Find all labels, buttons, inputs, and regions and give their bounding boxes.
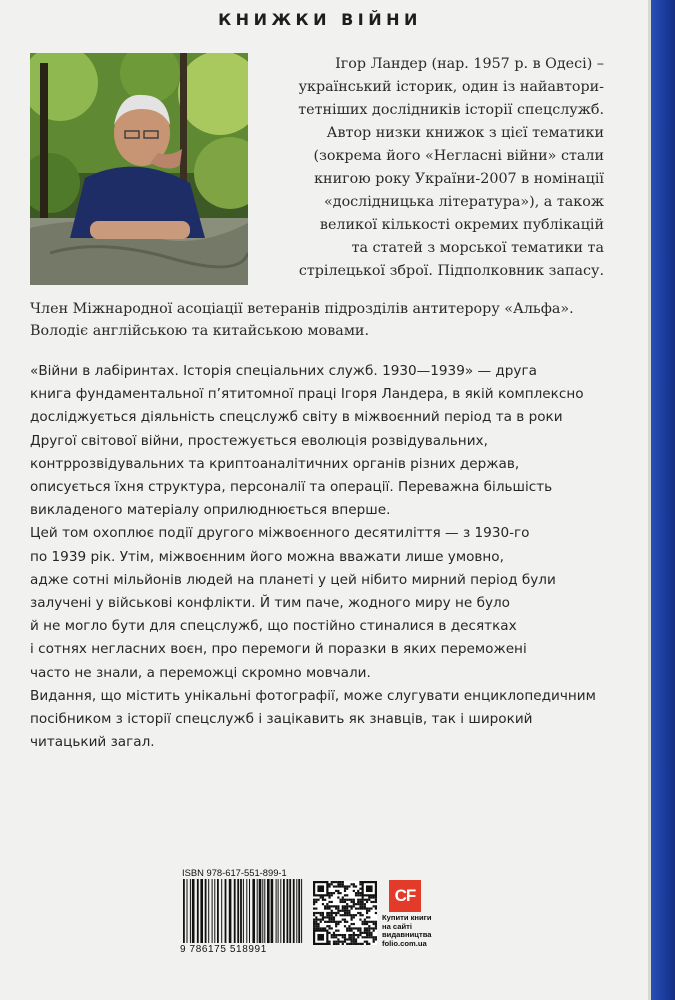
description-line: Цей том охоплює події другого міжвоєнного десятиліття — з 1930-го	[30, 525, 530, 542]
bio-line: Володіє англійською та китайською мовами.	[30, 323, 370, 339]
publisher-note-line: Купити книги	[382, 913, 432, 922]
bio-line: тетніших дослідників історії спецслужб.	[298, 102, 604, 118]
bio-line: (зокрема його «Негласні війни» стали	[313, 148, 604, 164]
cover-spine-edge	[651, 0, 675, 1000]
description-line: посібником з історії спецслужб і зацікавить як знавців, так і широкий	[30, 711, 533, 728]
bio-line: український історик, один із найавтори-	[298, 79, 604, 95]
description-line: і сотнях негласних воєн, про перемоги й поразки в яких переможені	[30, 641, 527, 658]
publisher-note-line: на сайті	[382, 921, 412, 931]
publisher-note-line: folio.com.ua	[382, 938, 427, 948]
bio-line: та статей з морської тематики та	[351, 240, 604, 256]
description-line: залучені у військові конфлікти. Й тим паче, жодного миру не було	[30, 595, 511, 612]
publisher-note	[382, 914, 442, 948]
description-line: й не могло бути для спецслужб, що постійно стиналися в десятках	[30, 618, 517, 635]
description-line: по 1939 рік. Утім, міжвоєнним його можна вважати лише умовно,	[30, 548, 504, 565]
description-line: викладеного матеріалу оприлюднюється вперше.	[30, 502, 391, 519]
description-line: адже сотні мільйонів людей на планеті у цей нібито мирний період були	[30, 571, 556, 588]
description-line: контррозвідувальних та криптоаналітичних органів різних держав,	[30, 455, 520, 472]
book-description	[30, 360, 620, 754]
publisher-note-line: видавництва	[382, 930, 432, 940]
barcode	[181, 879, 306, 943]
qr-code	[313, 881, 377, 945]
barcode-number: 9 786175 518991	[180, 944, 267, 955]
description-line: Видання, що містить унікальні фотографії, може слугувати енциклопедичним	[30, 687, 596, 704]
series-title: КНИЖКИ ВІЙНИ	[218, 10, 422, 29]
author-bio-full	[30, 298, 604, 342]
description-line: Другої світової війни, простежується еволюція розвідувальних,	[30, 432, 488, 449]
bio-line: Ігор Ландер (нар. 1957 р. в Одесі) –	[335, 56, 604, 72]
bio-line: книгою року України-2007 в номінації	[314, 171, 604, 187]
description-line: досліджується діяльність спецслужб світу в міжвоєнний період та в роки	[30, 409, 563, 426]
author-photo	[30, 53, 248, 285]
bio-line: стрілецької зброї. Підполковник запасу.	[298, 263, 604, 279]
bio-line: Автор низки книжок з цієї тематики	[326, 125, 604, 141]
description-line: описується їхня структура, персоналії та операції. Переважна більшість	[30, 479, 553, 496]
description-line: книга фундаментальної п’ятитомної праці Ігоря Ландера, в якій комплексно	[30, 386, 584, 403]
bio-line: великої кількості окремих публікацій	[319, 217, 604, 233]
description-line: читацький загал.	[30, 734, 155, 751]
bio-line: «дослідницька література»), а також	[324, 194, 604, 210]
description-line: часто не знали, а переможці скромно мовчали.	[30, 664, 371, 681]
isbn-text: ISBN 978-617-551-899-1	[182, 867, 287, 878]
publisher-logo: CF	[389, 880, 421, 912]
description-line: «Війни в лабіринтах. Історія спеціальних служб. 1930—1939» — друга	[30, 363, 537, 379]
author-bio-wrapped	[262, 53, 604, 283]
bio-line: Член Міжнародної асоціації ветеранів підрозділів антитерору «Альфа».	[30, 301, 574, 317]
